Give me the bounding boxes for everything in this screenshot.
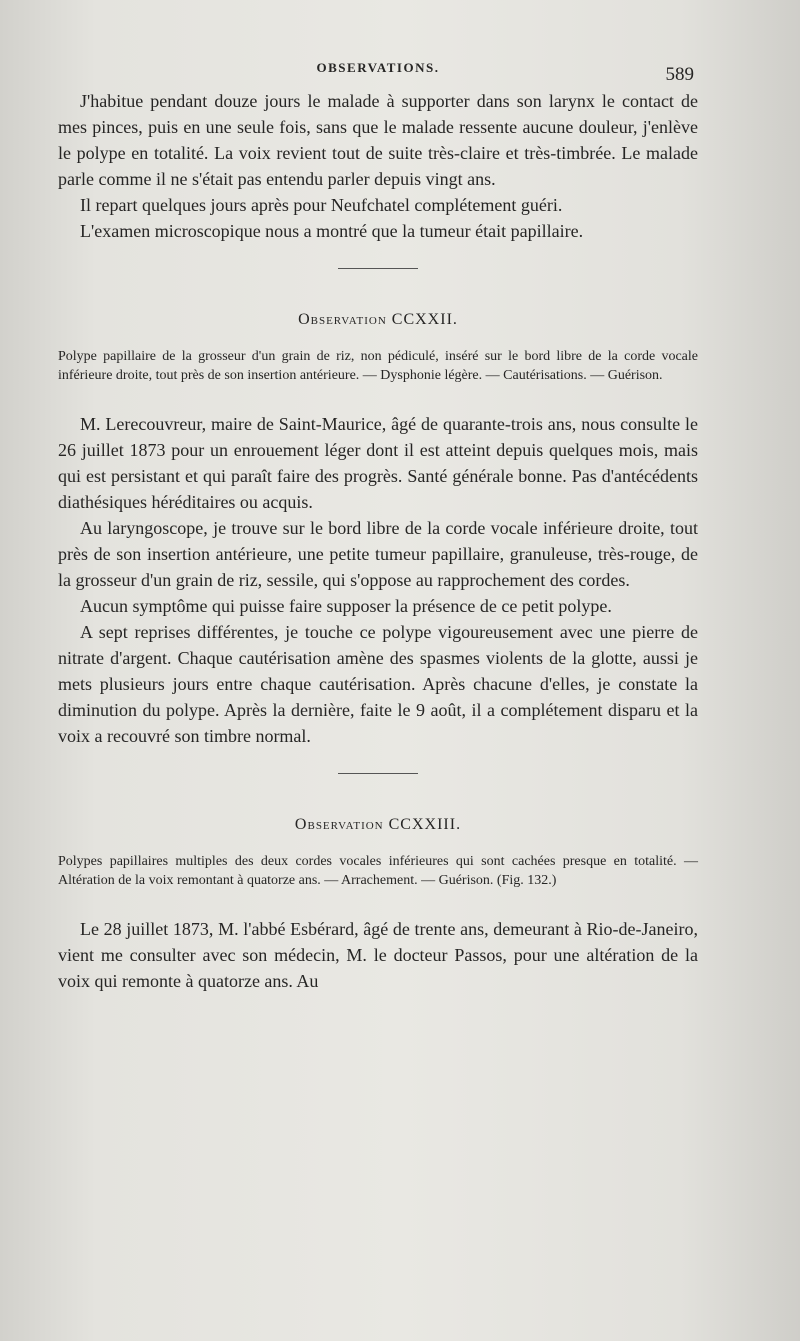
observation-section [58, 311, 698, 749]
intro-section [58, 88, 698, 244]
page-number: 589 [665, 64, 694, 85]
running-title: OBSERVATIONS. [316, 60, 440, 75]
observation-heading: Observation CCXXIII. [294, 816, 462, 833]
paragraph: M. Lerecouvreur, maire de Saint-Maurice, âgé de quarante-trois ans, nous consulte le 26 juillet 1873 pour un enrouement léger dont il est atteint depuis quelques mois, mais qui est persistant et qui paraît faire des progrès. Santé générale bonne. Pas d'antécédents diathésiques héréditaires ou acquis. [58, 414, 698, 512]
section-divider [338, 268, 418, 269]
paragraph: A sept reprises différentes, je touche ce polype vigoureusement avec une pierre de nitrate d'argent. Chaque cautérisation amène des spasmes violents de la glotte, aussi je mets plusieurs jours entre chaque cautérisation. Après chacune d'elles, je constate la diminution du polype. Après la dernière, faite le 9 août, il a complétement disparu et la voix a recouvré son timbre normal. [58, 622, 698, 746]
paragraph: Au laryngoscope, je trouve sur le bord libre de la corde vocale inférieure droite, tout près de son insertion antérieure, une petite tumeur papillaire, granuleuse, très-rouge, de la grosseur d'un grain de riz, sessile, qui s'oppose au rapprochement des cordes. [58, 518, 698, 590]
paragraph: Il repart quelques jours après pour Neufchatel complétement guéri. [80, 195, 563, 215]
paragraph: Le 28 juillet 1873, M. l'abbé Esbérard, âgé de trente ans, demeurant à Rio-de-Janeiro, vient me consulter avec son médecin, M. le docteur Passos, pour une altération de la voix qui remonte à quatorze ans. Au [58, 919, 698, 991]
section-divider [338, 773, 418, 774]
paragraph: L'examen microscopique nous a montré que la tumeur était papillaire. [80, 221, 584, 241]
observation-summary: Polypes papillaires multiples des deux cordes vocales inférieures qui sont cachées presque en totalité. — Altération de la voix remontant à quatorze ans. — Arrachement. — Guérison. (Fig. 132.) [58, 854, 698, 888]
paragraph: J'habitue pendant douze jours le malade à supporter dans son larynx le contact de mes pinces, puis en une seule fois, sans que le malade ressente aucune douleur, j'enlève le polype en totalité. La voix revient tout de suite très-claire et très-timbrée. Le malade parle comme il ne s'était pas entendu parler depuis vingt ans. [58, 91, 698, 189]
running-head [58, 58, 698, 88]
observation-summary: Polype papillaire de la grosseur d'un grain de riz, non pédiculé, inséré sur le bord libre de la corde vocale inférieure droite, tout près de son insertion antérieure. — Dysphonie légère. — Cautérisations. — Guérison. [58, 349, 698, 383]
paragraph: Aucun symptôme qui puisse faire supposer la présence de ce petit polype. [80, 596, 612, 616]
observation-heading: Observation CCXXII. [298, 311, 458, 328]
observation-section [58, 816, 698, 994]
page-content [58, 58, 698, 994]
